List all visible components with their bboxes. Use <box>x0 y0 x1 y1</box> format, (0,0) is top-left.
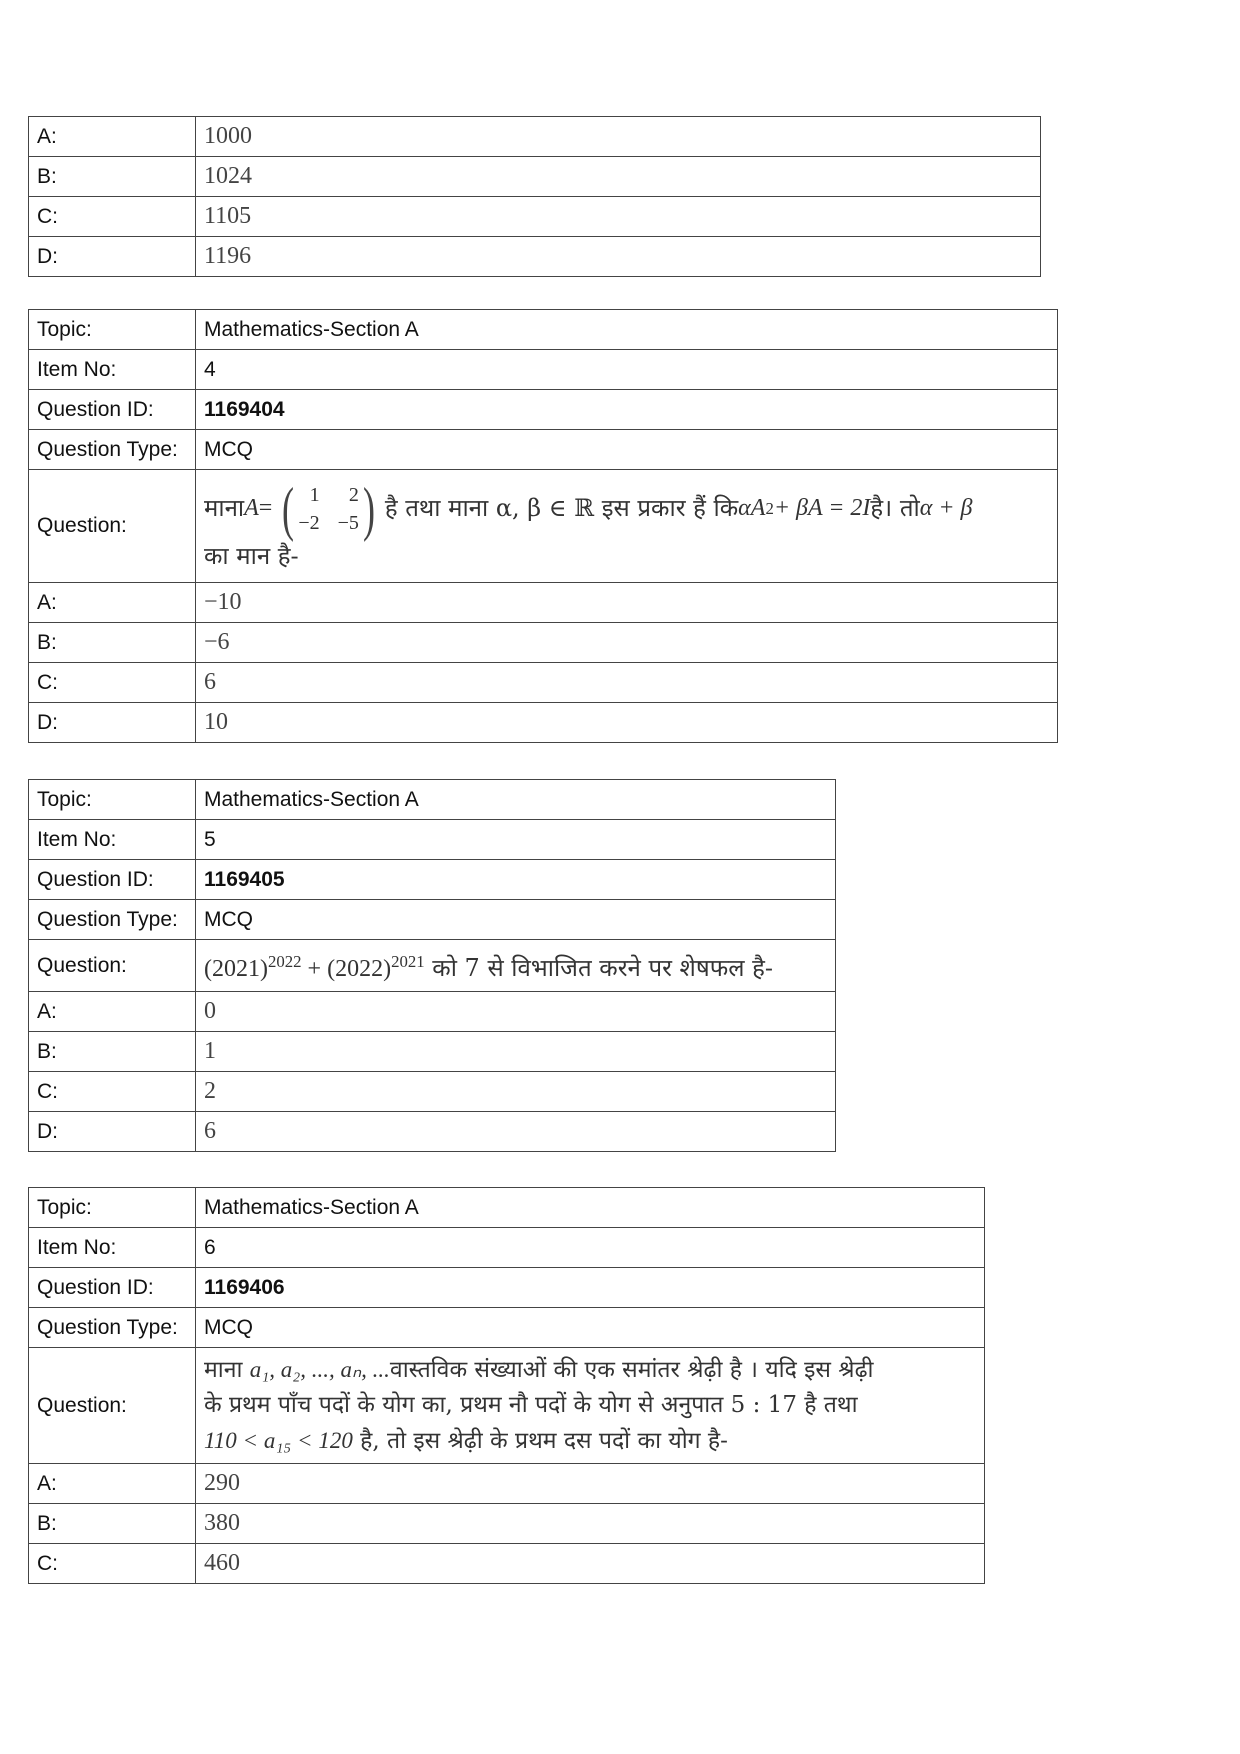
option-label: B: <box>29 1032 196 1072</box>
option-row <box>29 583 1058 623</box>
option-row <box>29 1504 985 1544</box>
matrix-entry: 2 <box>348 483 359 506</box>
equals-sign: = <box>258 495 273 521</box>
option-row <box>29 117 1041 157</box>
option-value: 460 <box>196 1544 985 1584</box>
item-row <box>29 820 836 860</box>
option-value: −6 <box>196 623 1058 663</box>
math-expression: a₁, a₂, ..., aₙ, ... <box>249 1357 390 1382</box>
option-value: 1 <box>196 1032 836 1072</box>
option-value: 1000 <box>196 117 1041 157</box>
right-paren-icon: ) <box>362 475 375 542</box>
option-row <box>29 237 1041 277</box>
option-label: C: <box>29 197 196 237</box>
option-row <box>29 1464 985 1504</box>
option-value: 6 <box>196 1112 836 1152</box>
question-id-label: Question ID: <box>29 860 196 900</box>
option-value: 6 <box>196 663 1058 703</box>
option-value: 290 <box>196 1464 985 1504</box>
item-row <box>29 350 1058 390</box>
option-label: A: <box>29 1464 196 1504</box>
exponent: 2022 <box>267 952 302 971</box>
type-row <box>29 430 1058 470</box>
question-row <box>29 470 1058 583</box>
item-value: 5 <box>196 820 836 860</box>
q4-table <box>28 309 1058 743</box>
question-line: का मान है- <box>204 541 299 570</box>
option-row <box>29 157 1041 197</box>
option-row <box>29 623 1058 663</box>
math-expression: + βA = 2I <box>773 495 871 521</box>
question-line <box>204 1423 976 1459</box>
question-text <box>196 1348 985 1464</box>
option-label: D: <box>29 1112 196 1152</box>
question-id-value: 1169405 <box>196 860 836 900</box>
question-text-part: है। तो <box>870 494 920 522</box>
q6-table <box>28 1187 985 1584</box>
option-label: C: <box>29 663 196 703</box>
matrix <box>278 475 379 542</box>
math-base: (2022) <box>327 956 392 982</box>
matrix-entry: 1 <box>309 483 320 506</box>
question-type-value: MCQ <box>196 1308 985 1348</box>
option-row <box>29 1112 836 1152</box>
question-id-value: 1169404 <box>196 390 1058 430</box>
q3-options-table <box>28 116 1041 277</box>
question-line <box>204 1352 976 1388</box>
question-text <box>196 470 1058 583</box>
topic-row <box>29 310 1058 350</box>
option-row <box>29 1072 836 1112</box>
option-value: −10 <box>196 583 1058 623</box>
question-line <box>204 475 1049 542</box>
question-line: के प्रथम पाँच पदों के योग का, प्रथम नौ पदों के योग से अनुपात 5 : 17 है तथा <box>204 1392 858 1418</box>
option-value: 380 <box>196 1504 985 1544</box>
topic-value: Mathematics-Section A <box>196 1188 985 1228</box>
option-value: 2 <box>196 1072 836 1112</box>
topic-label: Topic: <box>29 310 196 350</box>
option-label: B: <box>29 623 196 663</box>
question-type-value: MCQ <box>196 430 1058 470</box>
item-row <box>29 1228 985 1268</box>
question-id-value: 1169406 <box>196 1268 985 1308</box>
option-value: 1196 <box>196 237 1041 277</box>
question-id-label: Question ID: <box>29 390 196 430</box>
matrix-entry: −2 <box>298 511 320 534</box>
q5-table <box>28 779 836 1152</box>
option-label: C: <box>29 1072 196 1112</box>
question-type-value: MCQ <box>196 900 836 940</box>
left-paren-icon: ( <box>282 475 295 542</box>
id-row <box>29 1268 985 1308</box>
option-label: B: <box>29 1504 196 1544</box>
option-label: B: <box>29 157 196 197</box>
option-label: D: <box>29 703 196 743</box>
question-label: Question: <box>29 940 196 992</box>
item-value: 4 <box>196 350 1058 390</box>
plus-sign: + <box>301 956 328 982</box>
question-type-label: Question Type: <box>29 430 196 470</box>
option-label: D: <box>29 237 196 277</box>
question-label: Question: <box>29 1348 196 1464</box>
question-type-label: Question Type: <box>29 900 196 940</box>
question-text-part: है, तो इस श्रेढ़ी के प्रथम दस पदों का योग है- <box>352 1428 728 1454</box>
option-label: A: <box>29 117 196 157</box>
matrix-symbol: A <box>244 495 259 521</box>
option-value: 10 <box>196 703 1058 743</box>
math-expression: 110 < a₁₅ < 120 <box>204 1428 353 1453</box>
item-label: Item No: <box>29 820 196 860</box>
question-text-part: माना <box>204 1357 250 1383</box>
exponent: 2 <box>765 499 774 518</box>
option-row <box>29 992 836 1032</box>
item-label: Item No: <box>29 350 196 390</box>
option-value: 1105 <box>196 197 1041 237</box>
topic-value: Mathematics-Section A <box>196 780 836 820</box>
type-row <box>29 900 836 940</box>
id-row <box>29 860 836 900</box>
topic-row <box>29 1188 985 1228</box>
question-row <box>29 940 836 992</box>
type-row <box>29 1308 985 1348</box>
matrix-entry: −5 <box>337 511 359 534</box>
question-text <box>196 940 836 992</box>
question-row <box>29 1348 985 1464</box>
topic-value: Mathematics-Section A <box>196 310 1058 350</box>
option-label: A: <box>29 583 196 623</box>
exponent: 2021 <box>391 952 425 971</box>
option-row <box>29 1032 836 1072</box>
option-value: 0 <box>196 992 836 1032</box>
option-value: 1024 <box>196 157 1041 197</box>
option-label: A: <box>29 992 196 1032</box>
topic-label: Topic: <box>29 780 196 820</box>
option-row <box>29 197 1041 237</box>
question-text-part: को 7 से विभाजित करने पर शेषफल है- <box>424 954 774 982</box>
question-id-label: Question ID: <box>29 1268 196 1308</box>
item-value: 6 <box>196 1228 985 1268</box>
question-text-part: वास्तविक संख्याओं की एक समांतर श्रेढ़ी है । यदि इस श्रेढ़ी <box>389 1357 874 1383</box>
option-row <box>29 1544 985 1584</box>
question-text-part: माना <box>204 494 245 522</box>
item-label: Item No: <box>29 1228 196 1268</box>
question-text-part: है तथा माना α, β ∈ ℝ इस प्रकार हैं कि <box>384 494 739 522</box>
question-type-label: Question Type: <box>29 1308 196 1348</box>
math-base: (2021) <box>204 956 268 982</box>
option-label: C: <box>29 1544 196 1584</box>
math-expression: αA <box>738 495 766 521</box>
math-expression: α + β <box>919 495 973 521</box>
topic-row <box>29 780 836 820</box>
matrix-entries <box>298 482 359 536</box>
option-row <box>29 703 1058 743</box>
id-row <box>29 390 1058 430</box>
option-row <box>29 663 1058 703</box>
question-label: Question: <box>29 470 196 583</box>
topic-label: Topic: <box>29 1188 196 1228</box>
